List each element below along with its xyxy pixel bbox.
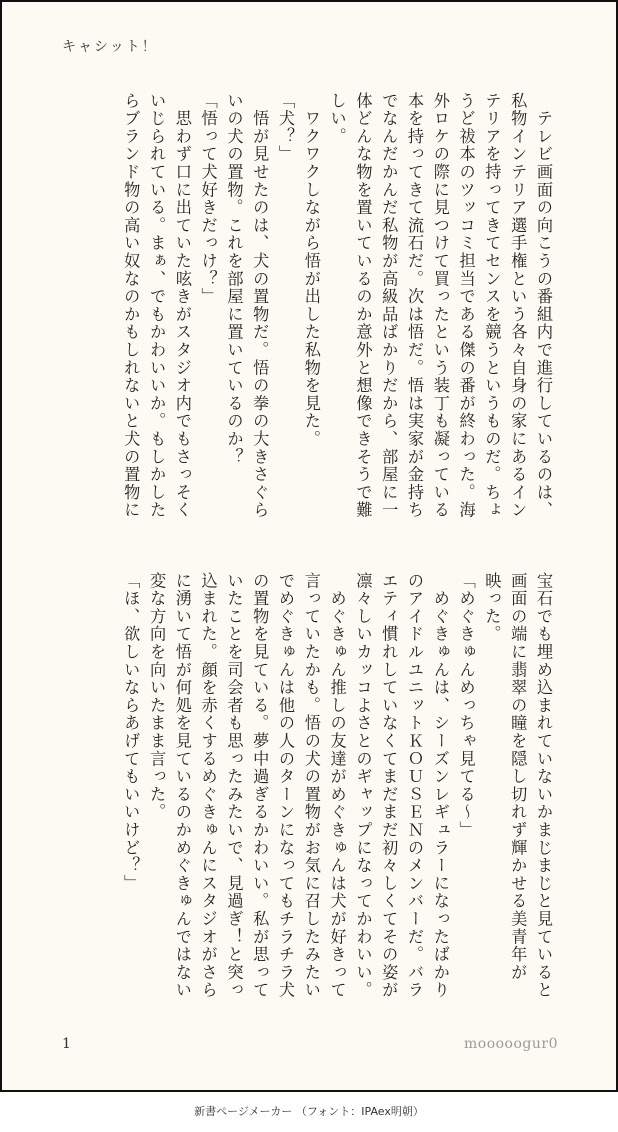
upper-text-column — [56, 92, 556, 540]
text-line: 思わず口に出ていた呟きがスタジオ内でもさっそく — [172, 92, 192, 520]
lower-text-column — [56, 572, 556, 1020]
text-line: 本を持ってきて流石だ。次は悟だ。悟は実家が金持ち — [405, 92, 425, 520]
running-head: キャシット！ — [62, 39, 158, 55]
text-line: 凛々しいカッコよさとのギャップになってかわいい。 — [353, 572, 373, 1000]
text-line: 「悟って犬好きだっけ？」 — [198, 92, 218, 306]
text-line: テリアを持ってきてセンスを競うというものだ。ちょ — [482, 92, 502, 520]
text-line: 宝石でも埋め込まれていないかまじまじと見ていると — [534, 572, 553, 1000]
text-line: しい。 — [327, 92, 347, 146]
text-line: 外ロケの際に見つけて買ったという装丁も凝っている — [430, 92, 450, 520]
text-line: いの犬の置物。これを部屋に置いているのか？ — [224, 92, 244, 466]
text-line: 画面の端に翡翠の瞳を隠し切れず輝かせる美青年が — [508, 572, 528, 982]
text-line: 体どんな物を置いているのか意外と想像できそうで難 — [353, 92, 373, 520]
text-line: めぐきゅん推しの友達がめぐきゅんは犬が好きって — [327, 572, 347, 1000]
text-line: 「めぐきゅんめっちゃ見てる～」 — [456, 572, 476, 839]
generator-credit: 新書ページメーカー （フォント：IPAex明朝） — [194, 1105, 424, 1118]
text-line: 悟が見せたのは、犬の置物だ。悟の拳の大きさぐら — [250, 92, 270, 520]
text-line: めぐきゅんは、シーズンレギュラーになったばかり — [430, 572, 450, 1000]
text-line: いたことを司会者も思ったみたいで、見過ぎ！と突っ — [224, 572, 244, 1000]
page-number: 1 — [62, 1036, 71, 1052]
text-line: テレビ画面の向こうの番組内で進行しているのは、 — [534, 92, 553, 520]
text-line: うど祓本のツッコミ担当である傑の番が終わった。海 — [456, 92, 476, 520]
text-line: 変な方向を向いたまま言った。 — [147, 572, 167, 822]
text-line: ワクワクしながら悟が出した私物を見た。 — [301, 92, 321, 448]
text-line: エティ慣れしていなくてまだまだ初々しくてその姿が — [379, 572, 399, 1000]
author-name: mooooogur0 — [464, 1036, 558, 1052]
text-line: に湧いて悟が何処を見ているのかめぐきゅんではない — [172, 572, 192, 1000]
text-line: 私物インテリア選手権という各々自身の家にあるイン — [508, 92, 528, 520]
text-line: でめぐきゅんは他の人のターンになってもチラチラ犬 — [276, 572, 296, 1000]
text-line: らブランド物の高い奴なのかもしれないと犬の置物に — [121, 92, 141, 520]
text-line: 「犬？」 — [276, 92, 296, 164]
text-line: の置物を見ている。夢中過ぎるかわいい。私が思って — [250, 572, 270, 1000]
text-line: 「ほ、欲しいならあげてもいいけど？」 — [121, 572, 141, 893]
text-line: のアイドルユニットＫＯＵＳＥＮのメンバーだ。バラ — [405, 572, 425, 1000]
text-line: 込まれた。顔を赤くするめぐきゅんにスタジオがさら — [198, 572, 218, 1000]
text-line: 映った。 — [482, 572, 502, 644]
text-line: いじられている。まぁ、でもかわいいか。もしかした — [147, 92, 167, 520]
text-line: でなんだかんだ私物が高級品ばかりだから、部屋に一 — [379, 92, 399, 520]
text-line: 言っていたかも。悟の犬の置物がお気に召したみたい — [301, 572, 321, 1000]
